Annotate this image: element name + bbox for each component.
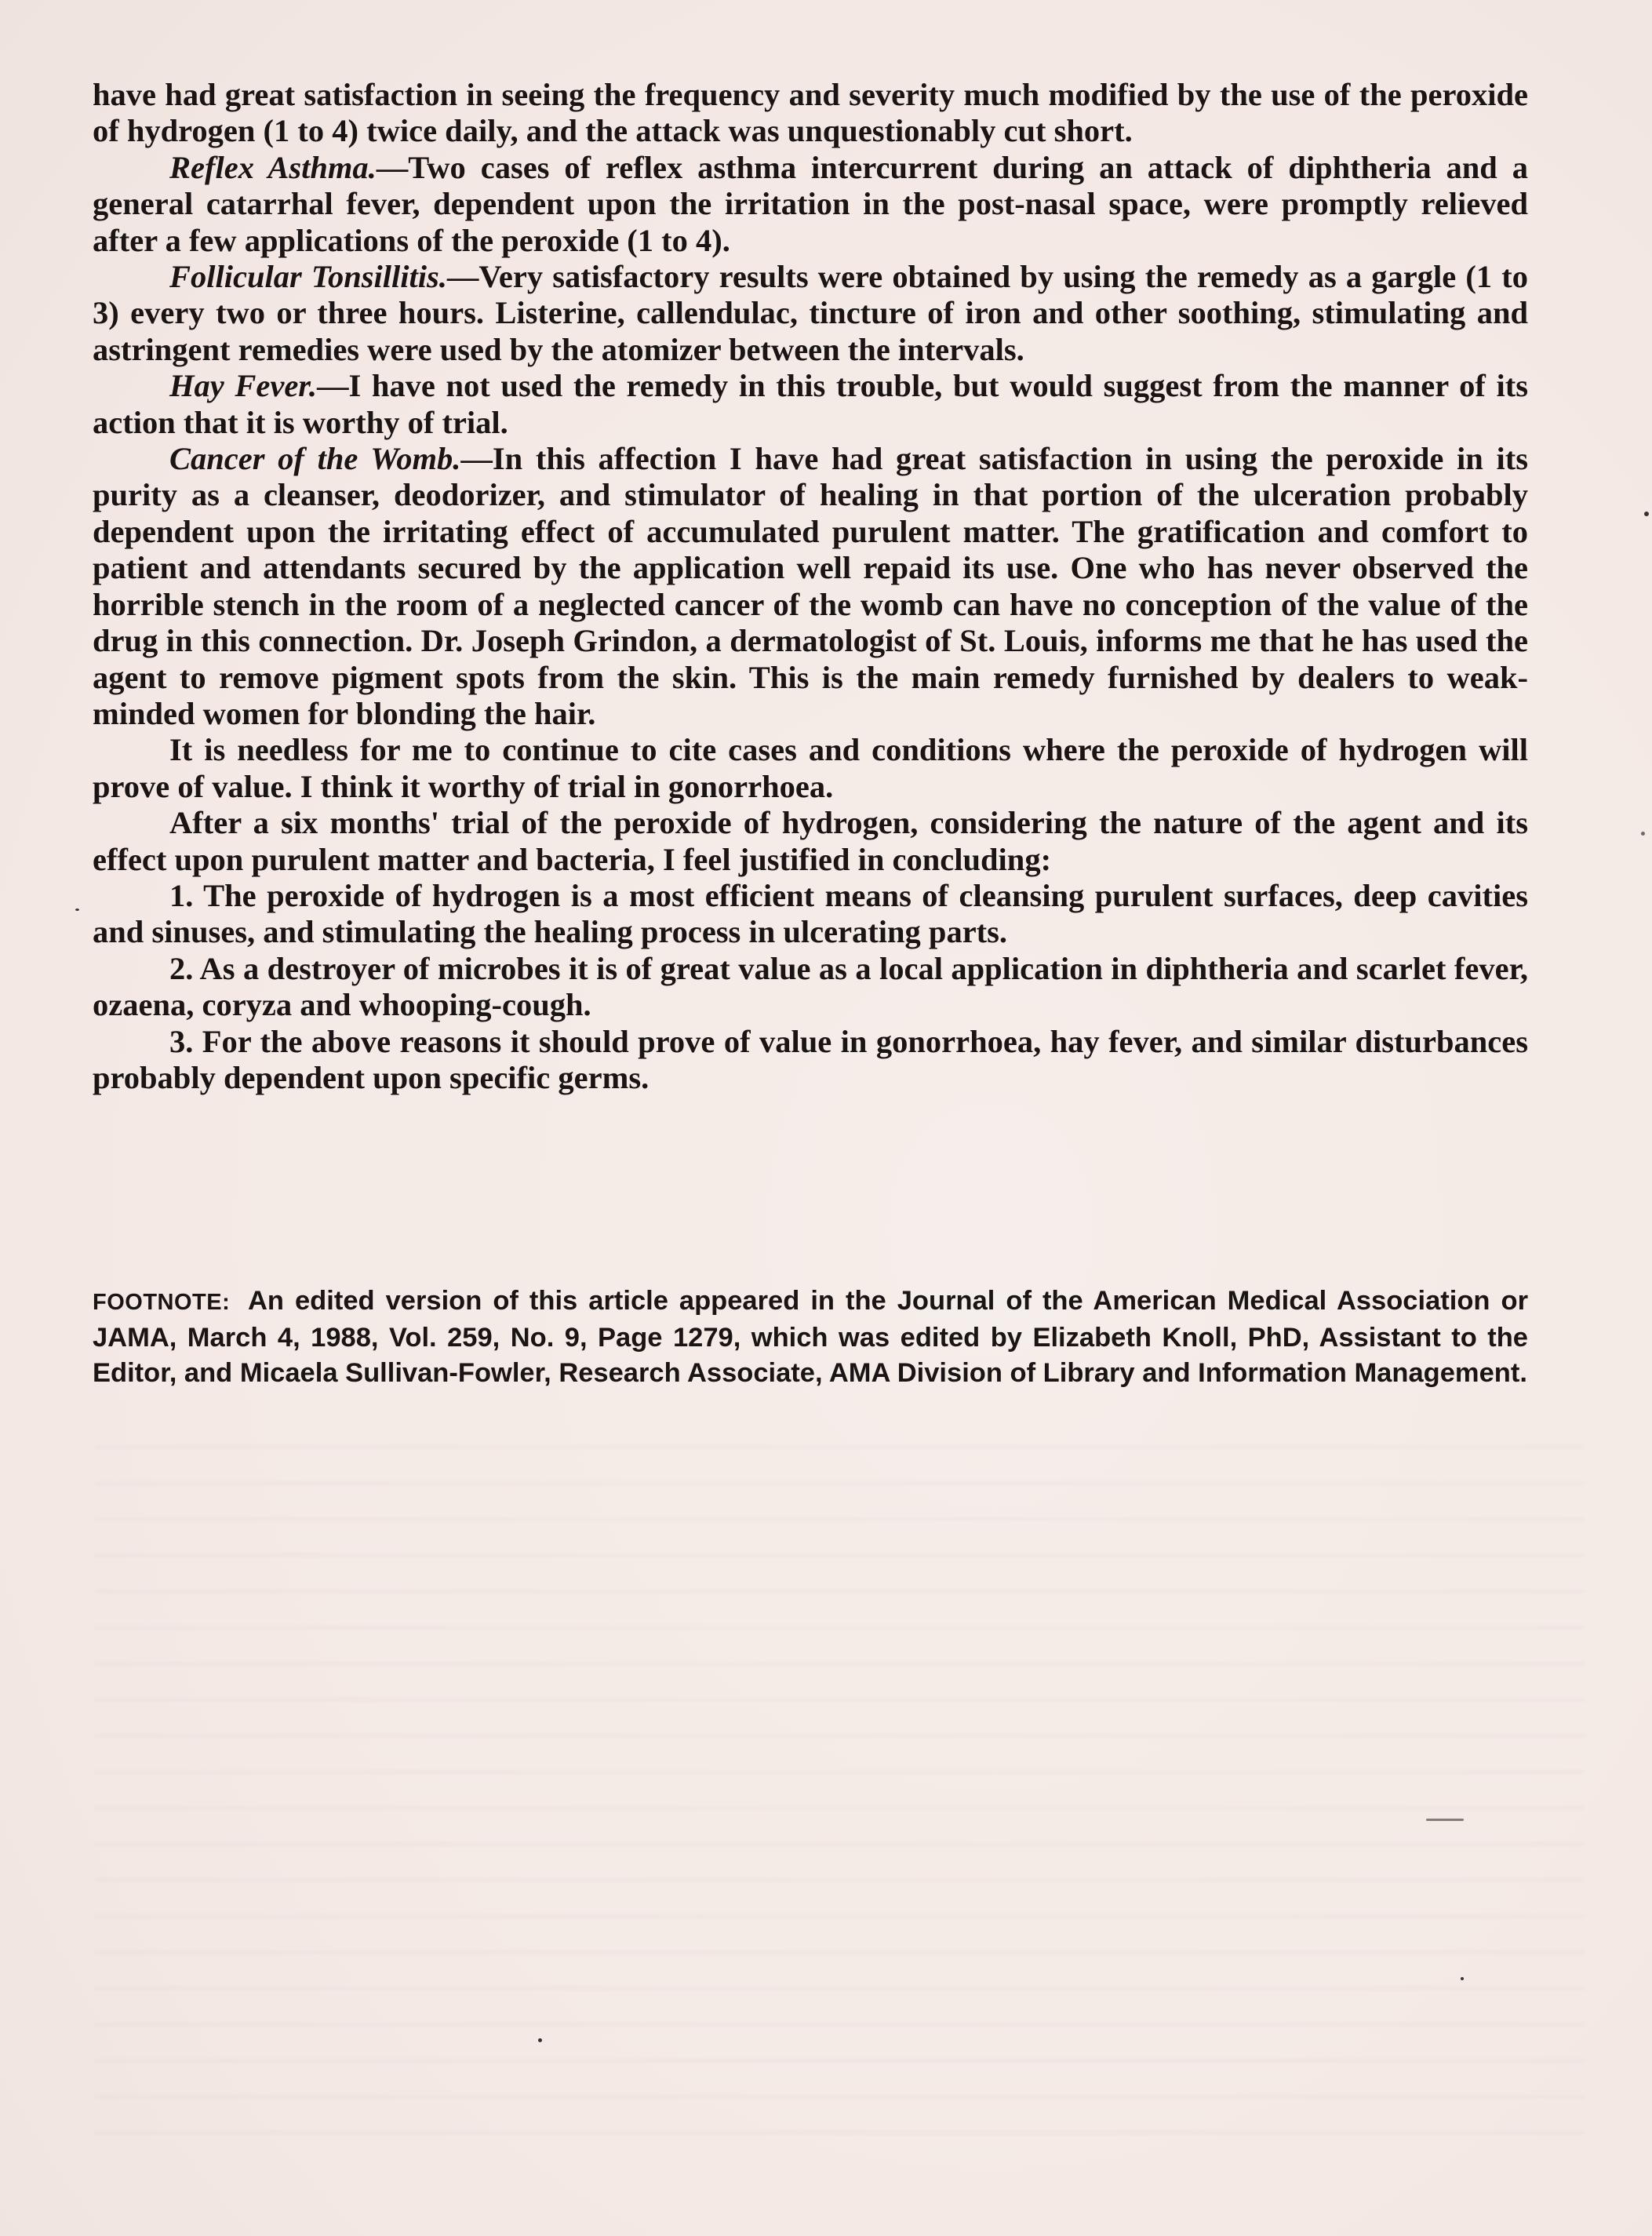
section-body: —Very satisfactory results were obtained by using the remedy as a gargle (1 to 3) every two or three hours. Listerine, callendulac, tincture of iron and other soothing, stimulating and astringent remedies were used by the atomizer between the intervals. bbox=[93, 259, 1528, 367]
section-heading: Hay Fever. bbox=[169, 368, 317, 404]
paper-speck bbox=[538, 2038, 542, 2042]
section-heading: Follicular Tonsillitis. bbox=[169, 259, 447, 295]
paper-speck bbox=[1641, 832, 1645, 836]
footnote-label: FOOTNOTE: bbox=[93, 1290, 231, 1315]
show-through-texture bbox=[94, 1428, 1585, 2134]
opening-paragraph: have had great satisfaction in seeing the frequency and severity much modified by the use of the peroxide of hydrogen (1 to 4) twice daily, and the attack was unquestionably cut short. bbox=[93, 77, 1528, 149]
paper-speck bbox=[1426, 1819, 1464, 1821]
section-hay-fever bbox=[93, 368, 1528, 441]
section-body: —I have not used the remedy in this trouble, but would suggest from the manner of its action that it is worthy of trial. bbox=[93, 368, 1528, 440]
section-body: —In this affection I have had great satisfaction in using the peroxide in its purity as a cleanser, deodorizer, and stimulator of healing in that portion of the ulceration probably dependent upon the irritating effect of accumulated purulent matter. The gratification and comfort to patient and attendants secured by the application well repaid its use. One who has never observed the horrible stench in the room of a neglected cancer of the womb can have no conception of the value of the drug in this connection. Dr. Joseph Grindon, a dermatologist of St. Louis, informs me that he has used the agent to remove pigment spots from the skin. This is the main remedy furnished by dealers to weak-minded women for blonding the hair. bbox=[93, 441, 1528, 731]
section-follicular-tonsillitis bbox=[93, 259, 1528, 368]
section-reflex-asthma bbox=[93, 150, 1528, 259]
paper-speck bbox=[1461, 1977, 1464, 1980]
conclusion-item: 3. For the above reasons it should prove of value in gonorrhoea, hay fever, and similar disturbances probably dependent upon specific germs. bbox=[93, 1023, 1528, 1095]
section-body: —Two cases of reflex asthma intercurrent during an attack of diphtheria and a general catarrhal fever, dependent upon the irritation in the post-nasal space, were promptly relieved after a few applications of the peroxide (1 to 4). bbox=[93, 149, 1528, 258]
article-body bbox=[93, 77, 1528, 1096]
section-heading: Cancer of the Womb. bbox=[169, 441, 461, 477]
paper-speck bbox=[1644, 512, 1649, 516]
section-heading: Reflex Asthma. bbox=[169, 149, 377, 185]
conclusion-item: 2. As a destroyer of microbes it is of great value as a local application in diphtheria and scarlet fever, ozaena, coryza and whooping-cough. bbox=[93, 950, 1528, 1023]
footnote bbox=[93, 1284, 1528, 1391]
section-cancer-of-the-womb bbox=[93, 441, 1528, 732]
footnote-text: An edited version of this article appeared in the Journal of the American Medical Association or JAMA, March 4, 1988, Vol. 259, No. 9, Page 1279, which was edited by Elizabeth Knoll, PhD, Assistant to the Editor, and Micaela Sullivan-Fowler, Research Associate, AMA Division of Library and Information Management. bbox=[93, 1286, 1528, 1388]
closing-paragraph: It is needless for me to continue to cite cases and conditions where the peroxide of hydrogen will prove of value. I think it worthy of trial in gonorrhoea. bbox=[93, 732, 1528, 804]
conclusion-item: 1. The peroxide of hydrogen is a most efficient means of cleansing purulent surfaces, deep cavities and sinuses, and stimulating the healing process in ulcerating parts. bbox=[93, 877, 1528, 950]
concluding-intro: After a six months' trial of the peroxide of hydrogen, considering the nature of the agent and its effect upon purulent matter and bacteria, I feel justified in concluding: bbox=[93, 805, 1528, 877]
paper-speck bbox=[75, 909, 79, 911]
